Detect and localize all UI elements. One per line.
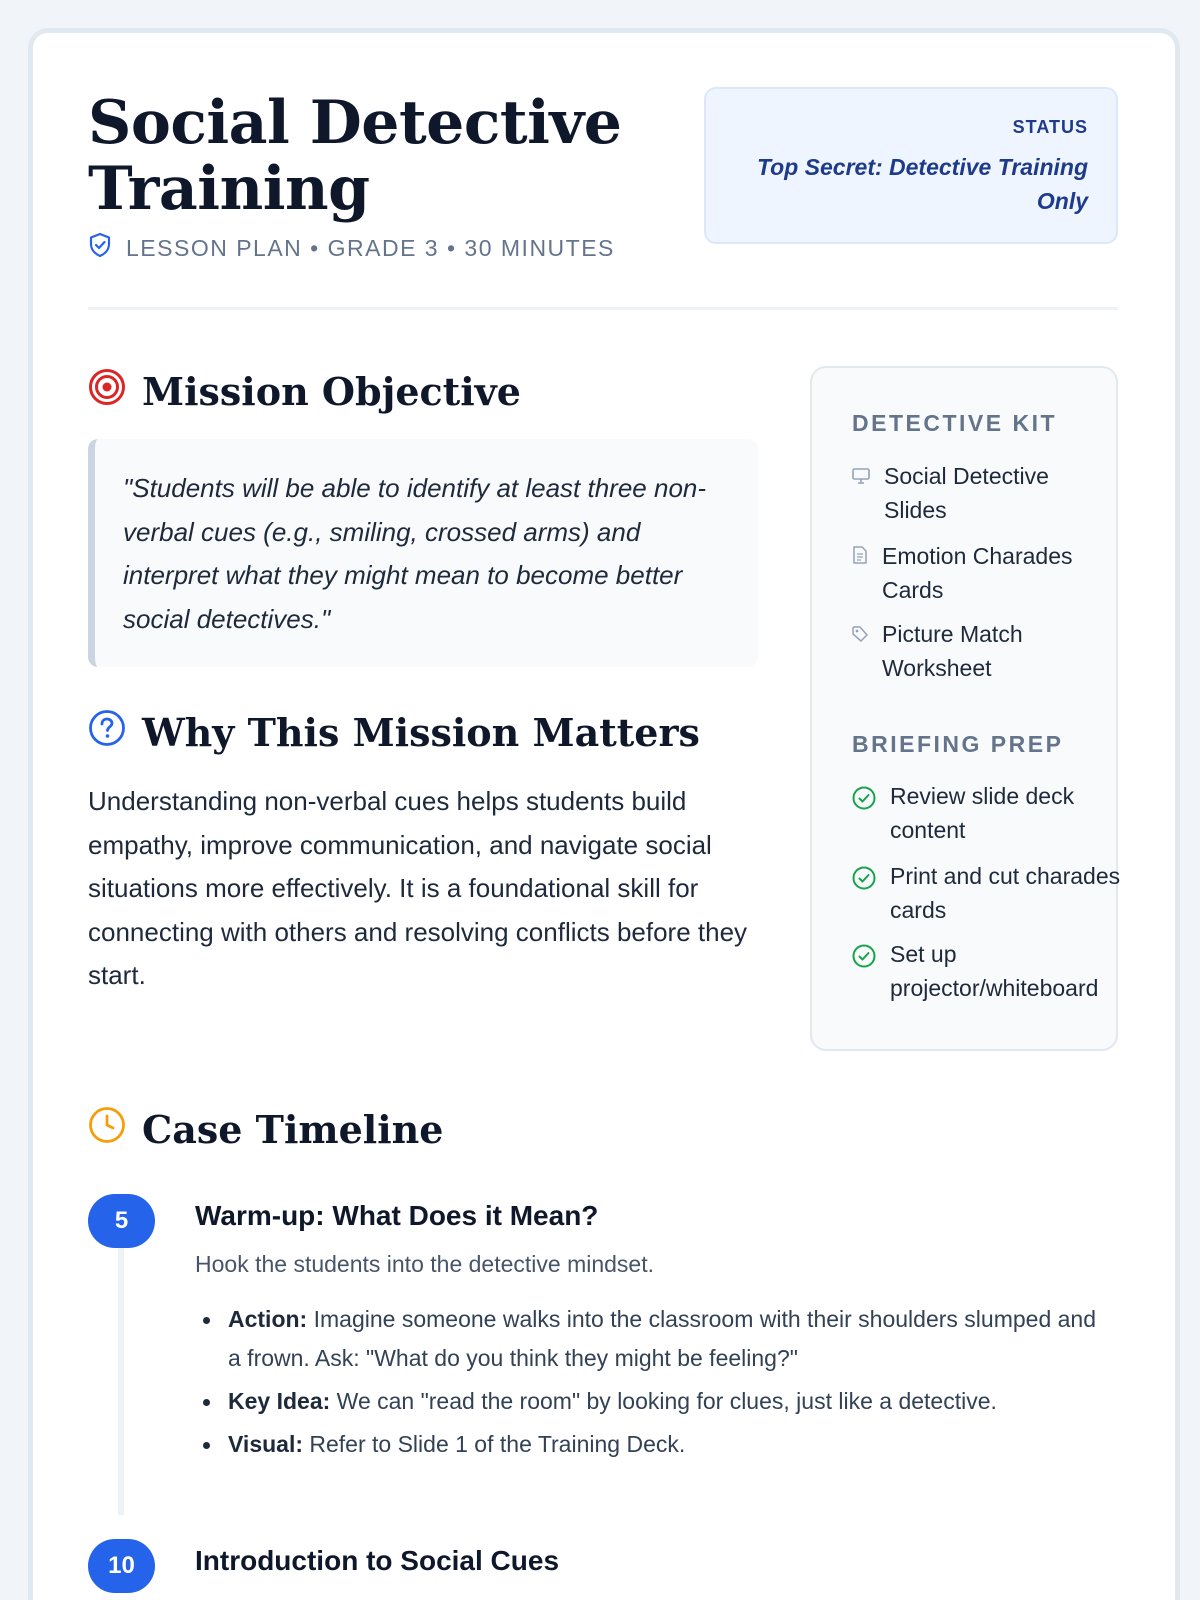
lesson-meta xyxy=(88,232,615,264)
header-divider xyxy=(88,307,1118,310)
objective-heading-text: Mission Objective xyxy=(142,369,521,414)
timeline-heading xyxy=(88,1106,443,1153)
step-title: Introduction to Social Cues xyxy=(195,1545,560,1576)
status-box xyxy=(704,87,1118,244)
prep-item-label: Review slide deck content xyxy=(890,783,1075,843)
objective-heading xyxy=(88,368,521,415)
check-circle-icon xyxy=(852,860,876,900)
kit-heading: DETECTIVE KIT xyxy=(852,410,1058,436)
step-bullet xyxy=(200,1300,1100,1378)
step-subtitle: Hook the students into the detective mindset. xyxy=(195,1251,654,1277)
step-bullet xyxy=(200,1382,1100,1421)
bullet-label: Visual: xyxy=(228,1431,303,1457)
kit-item xyxy=(852,540,1082,607)
prep-item xyxy=(852,860,1130,927)
timeline-heading-text: Case Timeline xyxy=(142,1107,444,1152)
bullet-text: Imagine someone walks into the classroom with their shoulders slumped and a frown. Ask: "What do you think they might be feeling?" xyxy=(228,1306,1097,1371)
bullet-text: Refer to Slide 1 of the Training Deck. xyxy=(309,1431,686,1457)
check-circle-icon xyxy=(852,780,876,820)
status-text: Top Secret: Detective Training Only xyxy=(756,154,1088,214)
clock-icon xyxy=(88,1106,126,1153)
why-heading-text: Why This Mission Matters xyxy=(142,710,700,755)
bullet-label: Key Idea: xyxy=(228,1388,331,1414)
kit-item-label: Emotion Charades Cards xyxy=(882,543,1073,603)
shield-icon xyxy=(88,232,112,264)
monitor-icon xyxy=(852,460,870,494)
step-minutes-badge: 10 xyxy=(88,1539,155,1593)
prep-item xyxy=(852,780,1130,847)
bullet-text: We can "read the room" by looking for clues, just like a detective. xyxy=(336,1388,997,1414)
sidebar-panel xyxy=(810,366,1121,1051)
objective-quote: "Students will be able to identify at least three non-verbal cues (e.g., smiling, crossed arms) and interpret what they might mean to become better social detectives." xyxy=(88,439,758,667)
kit-item xyxy=(852,460,1084,527)
check-circle-icon xyxy=(852,938,876,978)
kit-item-label: Picture Match Worksheet xyxy=(882,621,1023,681)
kit-item-label: Social Detective Slides xyxy=(884,463,1049,523)
status-label: STATUS xyxy=(1012,117,1088,137)
step-minutes-badge: 5 xyxy=(88,1194,155,1248)
why-heading xyxy=(88,709,700,756)
bullet-label: Action: xyxy=(228,1306,308,1332)
prep-heading: BRIEFING PREP xyxy=(852,731,1064,757)
prep-item-label: Print and cut charades cards xyxy=(890,863,1121,923)
prep-item xyxy=(852,938,1130,1005)
page-title: Social Detective Training xyxy=(88,88,622,224)
question-icon xyxy=(88,709,126,756)
prep-item-label: Set up projector/whiteboard xyxy=(890,941,1099,1001)
document-icon xyxy=(852,540,868,574)
kit-item xyxy=(852,618,1082,685)
timeline-connector xyxy=(118,1240,124,1515)
step-bullet xyxy=(200,1425,1100,1464)
target-icon xyxy=(88,368,126,415)
step-bullet-list xyxy=(200,1300,1100,1468)
why-paragraph: Understanding non-verbal cues helps students build empathy, improve communication, and navigate social situations more effectively. It is a foundational skill for connecting with others and resolving conflicts before they start. xyxy=(88,786,748,990)
tag-icon xyxy=(852,618,868,652)
lesson-meta-text: LESSON PLAN • GRADE 3 • 30 MINUTES xyxy=(126,234,615,261)
step-title: Warm-up: What Does it Mean? xyxy=(195,1200,599,1231)
